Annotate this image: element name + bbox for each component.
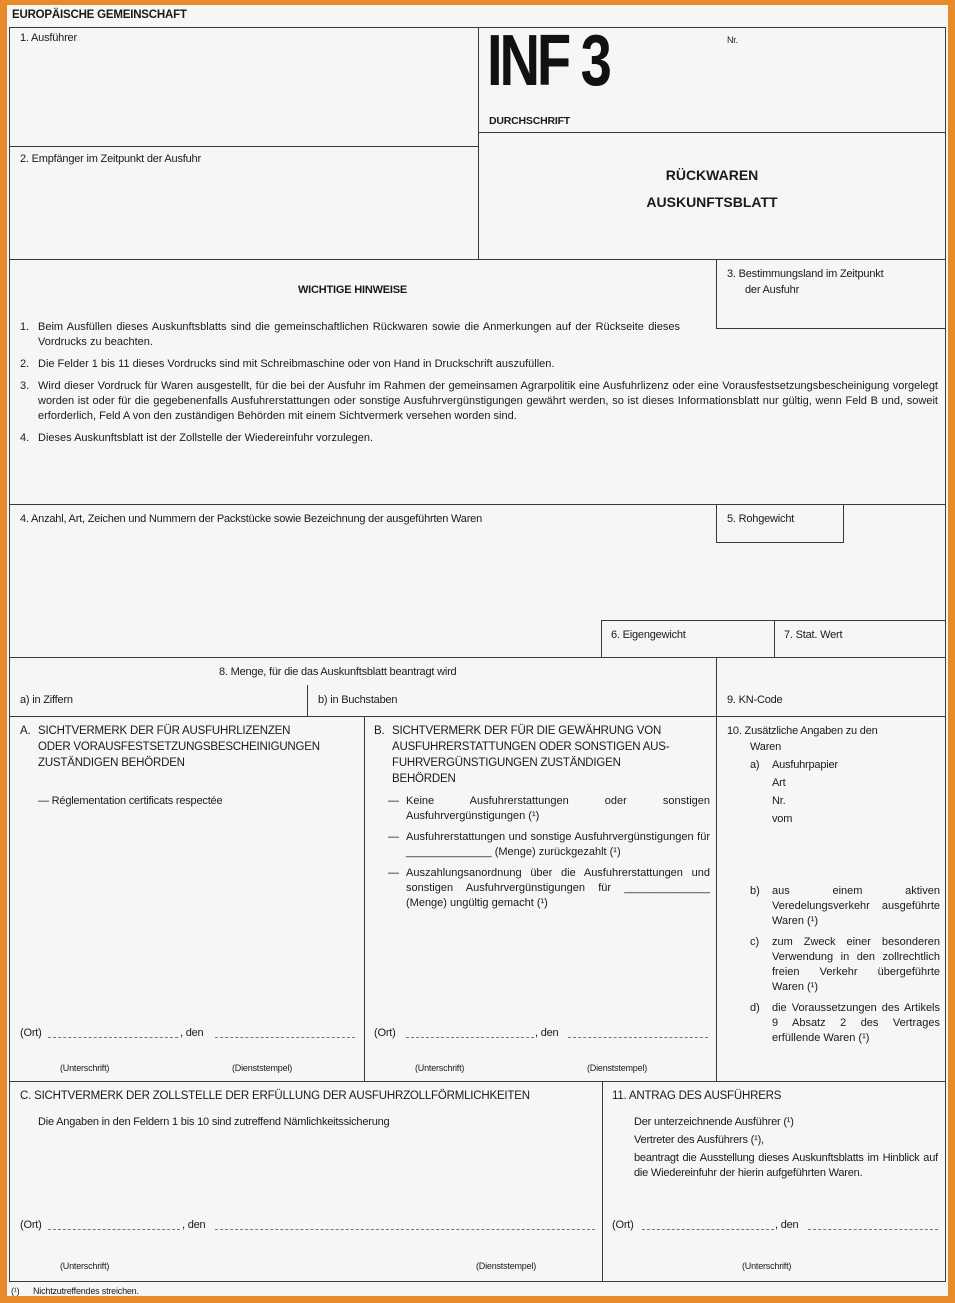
divider <box>364 716 365 1081</box>
dash-bullet: — <box>388 867 399 879</box>
section-11-place-label: (Ort) <box>612 1219 634 1231</box>
option-text: aus einem aktiven Veredelungsverkehr ausgeführte Waren (¹) <box>772 885 940 927</box>
section-a-place-input[interactable] <box>48 1037 178 1038</box>
field-3-label-line2: der Ausfuhr <box>745 284 800 296</box>
divider <box>9 146 478 147</box>
section-c-title: C. SICHTVERMERK DER ZOLLSTELLE DER ERFÜLLUNG DER AUSFUHRZOLLFÖRMLICHKEITEN <box>20 1090 530 1102</box>
section-b-title-line4: BEHÖRDEN <box>392 773 456 785</box>
field-6-net-weight: 6. Eigengewicht <box>611 629 686 641</box>
section-b-place-input[interactable] <box>406 1037 534 1038</box>
field-1-exporter[interactable]: 1. Ausführer <box>20 32 77 44</box>
divider <box>9 657 946 658</box>
section-10b-option[interactable] <box>750 884 940 929</box>
footnote-text: Nichtzutreffendes streichen. <box>33 1286 139 1296</box>
note-text: Dieses Auskunftsblatt ist der Zollstelle der Wiedereinfuhr vorzulegen. <box>38 432 374 444</box>
section-b-date-label: , den <box>535 1027 559 1039</box>
section-c-place-input[interactable] <box>48 1229 180 1230</box>
section-10a-label: a) <box>750 759 760 771</box>
field-3-label-line1: 3. Bestimmungsland im Zeitpunkt <box>727 268 884 280</box>
note-number: 3. <box>20 380 30 392</box>
note-item <box>20 379 938 424</box>
divider <box>9 716 946 717</box>
section-10d-option[interactable] <box>750 1001 940 1046</box>
section-b-place-label: (Ort) <box>374 1027 396 1039</box>
section-a-title-line1: SICHTVERMERK DER FÜR AUSFUHRLIZENZEN <box>38 725 291 737</box>
dash-bullet: — <box>388 831 399 843</box>
section-10a-date[interactable]: vom <box>772 813 793 825</box>
divider <box>716 716 717 1081</box>
section-c-text: Die Angaben in den Feldern 1 bis 10 sind zutreffend Nämlichkeitssicherung <box>38 1116 390 1128</box>
footnote-mark: (¹) <box>11 1286 20 1296</box>
section-11-text: beantragt die Ausstellung dieses Auskunftsblatts im Hinblick auf die Wiedereinfuhr der hierin aufgeführten Waren. <box>634 1152 938 1179</box>
section-11-date-label: , den <box>775 1219 799 1231</box>
divider <box>478 132 946 133</box>
option-text: die Voraussetzungen des Artikels 9 Absatz 2 des Vertrages erfüllende Waren (¹) <box>772 1002 940 1044</box>
section-c-date-input[interactable] <box>215 1229 595 1230</box>
form-code: INF 3 <box>487 21 609 101</box>
section-b-option-invalidated[interactable] <box>388 866 710 911</box>
divider <box>602 1081 603 1282</box>
field-7-stat-value: 7. Stat. Wert <box>784 629 843 641</box>
option-text: Keine Ausfuhrerstattungen oder sonstigen Ausfuhrvergünstigungen (¹) <box>406 795 710 822</box>
dash-bullet: — <box>388 795 399 807</box>
option-label: d) <box>750 1002 760 1014</box>
number-field[interactable]: Nr. <box>727 35 738 45</box>
note-number: 4. <box>20 432 30 444</box>
field-8-title: 8. Menge, für die das Auskunftsblatt beantragt wird <box>219 666 457 678</box>
section-a-title-line3: ZUSTÄNDIGEN BEHÖRDEN <box>38 757 185 769</box>
copy-label: DURCHSCHRIFT <box>489 115 571 127</box>
note-text: Die Felder 1 bis 11 dieses Vordrucks sind mit Schreibmaschine oder von Hand in Druckschrift auszufüllen. <box>38 358 555 370</box>
section-a-label: A. <box>20 725 31 737</box>
section-b-label: B. <box>374 725 385 737</box>
field-4-goods-description[interactable]: 4. Anzahl, Art, Zeichen und Nummern der Packstücke sowie Bezeichnung der ausgeführten Waren <box>20 513 482 525</box>
notes-title: WICHTIGE HINWEISE <box>298 284 408 296</box>
note-number: 1. <box>20 321 30 333</box>
section-b-title-line2: AUSFUHRERSTATTUNGEN ODER SONSTIGEN AUS- <box>392 741 670 753</box>
section-a-place-label: (Ort) <box>20 1027 42 1039</box>
section-b-stamp-label: (Dienststempel) <box>587 1063 648 1073</box>
note-text: Beim Ausfüllen dieses Auskunftsblatts sind die gemeinschaftlichen Rückwaren sowie die Anmerkungen auf der Rückseite dieses Vordrucks zu beachten. <box>38 321 680 348</box>
divider <box>478 27 479 260</box>
section-10a-number[interactable]: Nr. <box>772 795 786 807</box>
section-c-stamp-label: (Dienststempel) <box>476 1261 537 1271</box>
section-10c-option[interactable] <box>750 935 940 995</box>
section-a-item[interactable]: — Réglementation certificats respectée <box>38 795 223 807</box>
section-11-place-input[interactable] <box>642 1229 774 1230</box>
section-c-place-label: (Ort) <box>20 1219 42 1231</box>
field-9-cn-code[interactable]: 9. KN-Code <box>727 694 783 706</box>
note-item <box>20 357 938 372</box>
section-c-date-label: , den <box>182 1219 206 1231</box>
form-title-line1: RÜCKWAREN <box>665 167 759 183</box>
form-title-line2: AUSKUNFTSBLATT <box>646 194 778 210</box>
notes-list <box>20 320 938 453</box>
community-header: EUROPÄISCHE GEMEINSCHAFT <box>12 9 187 21</box>
section-11-representative-option[interactable]: Vertreter des Ausführers (¹), <box>634 1134 764 1146</box>
field-8a-in-figures[interactable]: a) in Ziffern <box>20 694 73 706</box>
section-a-title-line2: ODER VORAUSFESTSETZUNGSBESCHEINIGUNGEN <box>38 741 320 753</box>
section-b-title-line3: FUHRVERGÜNSTIGUNGEN ZUSTÄNDIGEN <box>392 757 621 769</box>
option-text: Auszahlungsanordnung über die Ausfuhrerstattungen und sonstigen Ausfuhrvergünstigungen für ______________ (Menge) ungültig gemacht (¹) <box>406 867 710 909</box>
option-label: b) <box>750 885 760 897</box>
section-10-options <box>750 884 940 1052</box>
field-8b-in-words[interactable]: b) in Buchstaben <box>318 694 398 706</box>
section-b-signature-label: (Unterschrift) <box>415 1063 465 1073</box>
note-item <box>20 320 680 350</box>
divider <box>716 657 717 717</box>
note-number: 2. <box>20 358 30 370</box>
section-b-title-line1: SICHTVERMERK DER FÜR DIE GEWÄHRUNG VON <box>392 725 662 737</box>
section-a-date-label: , den <box>180 1027 204 1039</box>
option-text: Ausfuhrerstattungen und sonstige Ausfuhrvergünstigungen für ______________ (Menge) zurückgezahlt (¹) <box>406 831 710 858</box>
section-10-title-line2: Waren <box>750 741 781 753</box>
section-a-signature-label: (Unterschrift) <box>60 1063 110 1073</box>
section-11-date-input[interactable] <box>808 1229 938 1230</box>
divider <box>307 685 308 717</box>
section-11-title: 11. ANTRAG DES AUSFÜHRERS <box>612 1090 782 1102</box>
option-label: c) <box>750 936 760 948</box>
section-a-stamp-label: (Dienststempel) <box>232 1063 293 1073</box>
divider <box>9 1081 946 1082</box>
section-b-options <box>388 794 710 917</box>
field-5-gross-weight: 5. Rohgewicht <box>727 513 795 525</box>
section-10a-text: Ausfuhrpapier <box>772 759 838 771</box>
note-item <box>20 431 938 446</box>
section-10a-type[interactable]: Art <box>772 777 786 789</box>
section-a-date-input[interactable] <box>215 1037 355 1038</box>
note-text: Wird dieser Vordruck für Waren ausgestellt, für die bei der Ausfuhr im Rahmen der gemeinsamen Agrarpolitik eine Ausfuhrlizenz oder eine Vorausfestsetzungsbescheinigung vorgelegt worden ist oder für die gegebenenfalls Ausfuhrerstattungen oder sonstige Ausfuhrvergünstigungen gewährt werden, so ist dieses Informationsblatt nur gültig, wenn Feld B und, soweit erforderlich, Feld A von den zuständigen Behörden mit einem Sichtvermerk versehen worden sind. <box>38 380 938 422</box>
section-11-exporter-option[interactable]: Der unterzeichnende Ausführer (¹) <box>634 1116 794 1128</box>
section-10-title-line1: 10. Zusätzliche Angaben zu den <box>727 725 878 737</box>
section-b-option-no-refund[interactable] <box>388 794 710 824</box>
field-2-consignee[interactable]: 2. Empfänger im Zeitpunkt der Ausfuhr <box>20 153 201 165</box>
section-b-option-refunded[interactable] <box>388 830 710 860</box>
option-text: zum Zweck einer besonderen Verwendung in den zollrechtlich freien Verkehr übergeführte Waren (¹) <box>772 936 940 993</box>
section-c-signature-label: (Unterschrift) <box>60 1261 110 1271</box>
section-b-date-input[interactable] <box>568 1037 708 1038</box>
section-11-signature-label: (Unterschrift) <box>742 1261 792 1271</box>
